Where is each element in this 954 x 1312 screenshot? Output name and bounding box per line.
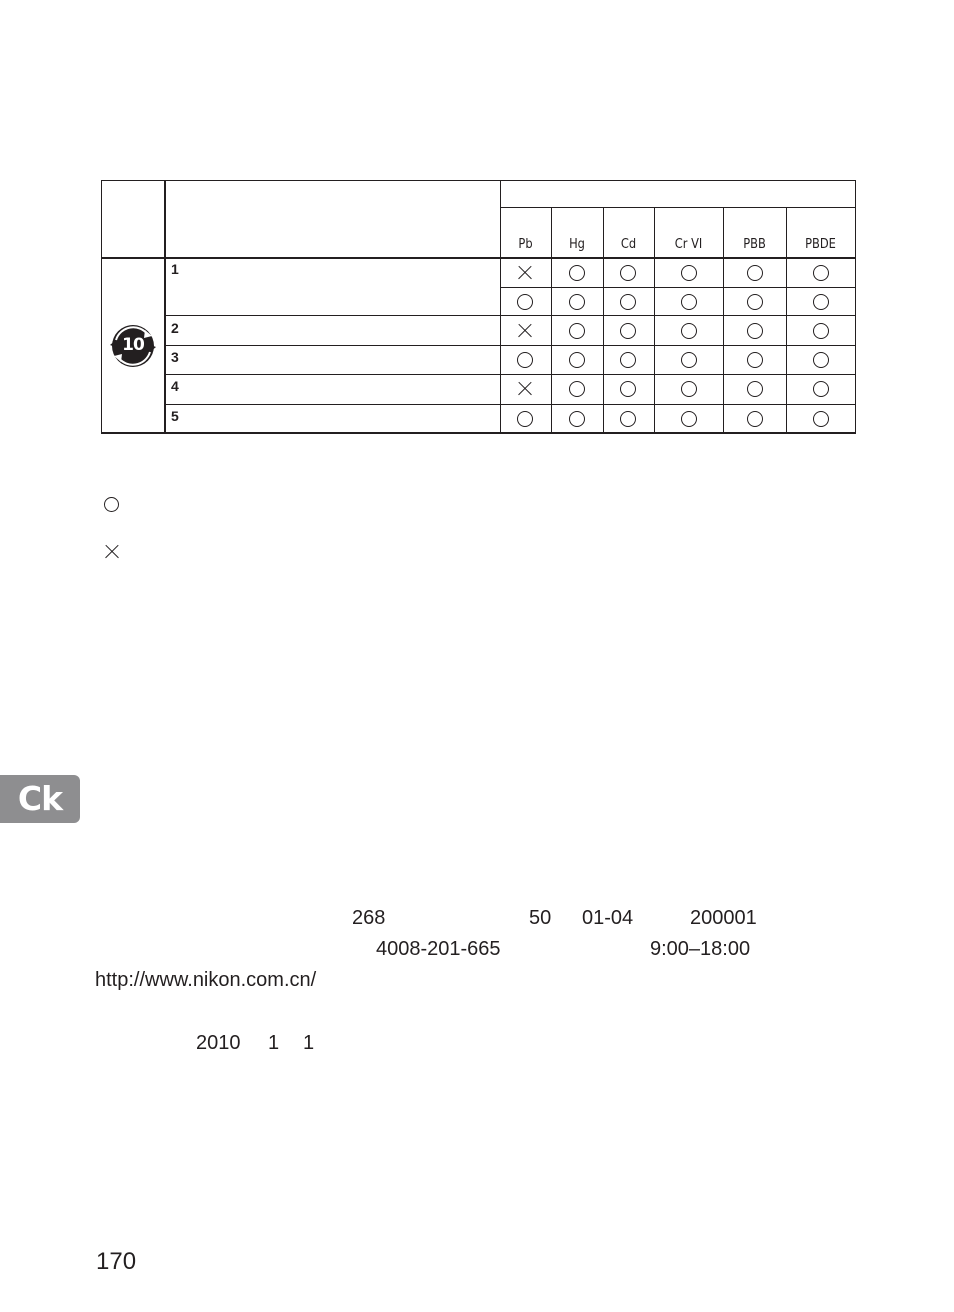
cross-symbol-icon [517, 265, 533, 281]
circle-symbol-icon [517, 411, 533, 427]
effective-day: 1 [303, 1032, 315, 1054]
website-link[interactable]: http://www.nikon.com.cn/ [95, 969, 317, 991]
table-right-rule [855, 180, 856, 434]
table-row-rule [165, 404, 856, 405]
circle-symbol-icon [813, 323, 829, 339]
column-header-hg: Hg [569, 237, 585, 252]
circle-symbol-icon [620, 265, 636, 281]
page-number: 170 [96, 1248, 137, 1275]
efup-label: 10 [122, 335, 144, 355]
circle-symbol-icon [681, 265, 697, 281]
cross-symbol-icon [104, 544, 119, 559]
address-floor: 50 [529, 907, 552, 929]
effective-month: 1 [268, 1032, 280, 1054]
table-col-rule [654, 207, 655, 434]
service-hours: 9:00–18:00 [650, 938, 751, 960]
table-left-rule [101, 180, 102, 434]
cross-symbol-icon [517, 323, 533, 339]
table-row-rule [165, 374, 856, 375]
circle-symbol-icon [620, 294, 636, 310]
circle-symbol-icon [569, 411, 585, 427]
column-header-cr-vi: Cr VI [674, 237, 703, 252]
table-row-rule [165, 345, 856, 346]
circle-symbol-icon [813, 352, 829, 368]
table-top-rule [101, 180, 856, 181]
circle-symbol-icon [681, 411, 697, 427]
row-number: 5 [171, 408, 179, 424]
table-col-rule [500, 180, 501, 434]
row-number: 1 [171, 261, 179, 277]
table-row-rule [165, 315, 856, 316]
address-room: 01-04 [582, 907, 634, 929]
table-col-rule [164, 180, 166, 434]
postcode: 200001 [690, 907, 757, 929]
circle-symbol-icon [104, 497, 119, 512]
cross-symbol-icon [517, 381, 533, 397]
circle-symbol-icon [569, 294, 585, 310]
table-row-rule [500, 287, 856, 288]
circle-symbol-icon [813, 411, 829, 427]
table-col-rule [786, 207, 787, 434]
row-number: 4 [171, 378, 179, 394]
circle-symbol-icon [569, 265, 585, 281]
circle-symbol-icon [517, 294, 533, 310]
circle-symbol-icon [620, 411, 636, 427]
effective-year: 2010 [196, 1032, 241, 1054]
table-head-bottom-rule [101, 257, 856, 259]
circle-symbol-icon [813, 294, 829, 310]
circle-symbol-icon [569, 381, 585, 397]
circle-symbol-icon [747, 265, 763, 281]
circle-symbol-icon [681, 381, 697, 397]
circle-symbol-icon [620, 323, 636, 339]
circle-symbol-icon [620, 381, 636, 397]
row-number: 3 [171, 349, 179, 365]
circle-symbol-icon [747, 323, 763, 339]
language-tab-label: Ck [17, 779, 63, 818]
circle-symbol-icon [517, 352, 533, 368]
column-header-pbb: PBB [743, 237, 766, 252]
circle-symbol-icon [569, 323, 585, 339]
table-col-rule [603, 207, 604, 434]
table-bottom-rule [101, 432, 856, 434]
circle-symbol-icon [569, 352, 585, 368]
table-header-rule [500, 207, 856, 208]
circle-symbol-icon [747, 411, 763, 427]
circle-symbol-icon [813, 381, 829, 397]
circle-symbol-icon [747, 381, 763, 397]
row-number: 2 [171, 320, 179, 336]
environment-friendly-use-period-icon [110, 323, 156, 369]
circle-symbol-icon [681, 323, 697, 339]
column-header-pb: Pb [518, 237, 533, 252]
language-tab [0, 775, 80, 823]
circle-symbol-icon [681, 352, 697, 368]
circle-symbol-icon [620, 352, 636, 368]
address-number: 268 [352, 907, 386, 929]
table-col-rule [551, 207, 552, 434]
circle-symbol-icon [747, 294, 763, 310]
column-header-cd: Cd [620, 237, 637, 252]
circle-symbol-icon [747, 352, 763, 368]
table-col-rule [723, 207, 724, 434]
column-header-pbde: PBDE [805, 237, 836, 252]
hotline-number: 4008-201-665 [376, 938, 501, 960]
circle-symbol-icon [681, 294, 697, 310]
circle-symbol-icon [813, 265, 829, 281]
